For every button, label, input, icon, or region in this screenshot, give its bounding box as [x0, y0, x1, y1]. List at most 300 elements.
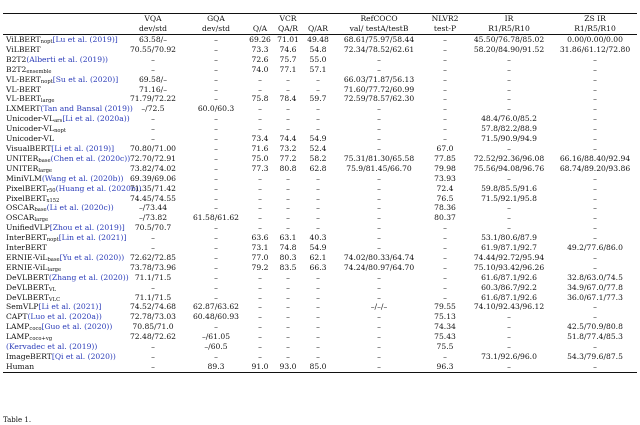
score-cell: 75.7	[279, 54, 297, 64]
score-cell: –	[443, 233, 447, 243]
score-cell: –/73.44	[138, 203, 168, 213]
model-variant: VLC	[48, 296, 61, 303]
score-cell: –	[286, 352, 290, 361]
score-cell: 70.80/71.00	[129, 143, 177, 153]
citation-link[interactable]: [Su et al. (2020)]	[52, 74, 119, 84]
citation-link[interactable]: [Li et al. (2019)]	[51, 143, 115, 153]
score-cell: 49.2/77.6/86.0	[567, 243, 623, 253]
table-row	[3, 94, 637, 104]
model-name-cell	[3, 302, 121, 312]
score-cell: 71.79/72.22	[129, 94, 177, 104]
score-cell: –	[593, 94, 597, 104]
score-cell: –	[443, 44, 447, 54]
score-cell: 78.4	[279, 94, 297, 104]
score-cell: 69.26	[249, 35, 271, 44]
score-cell: –	[593, 143, 597, 153]
score-cell: –/61.05	[201, 332, 231, 342]
score-cell: –	[214, 143, 218, 153]
score-cell: 66.03/71.87/56.13	[343, 74, 415, 84]
score-cell: 34.9/67.0/77.8	[567, 282, 623, 292]
score-cell: 74.34	[434, 322, 456, 332]
score-cell: –	[377, 361, 381, 371]
citation-link[interactable]: (Tan and Bansal (2019))	[40, 104, 133, 114]
score-cell: –	[214, 44, 218, 54]
score-cell: –	[593, 74, 597, 84]
score-cell: 69.39/69.06	[129, 173, 177, 183]
score-cell: –	[507, 312, 511, 322]
score-cell: –	[316, 272, 320, 282]
score-cell: –	[507, 104, 511, 114]
citation-link[interactable]: [Lin et al. (2021)]	[58, 233, 127, 243]
score-cell: –	[377, 104, 381, 114]
score-cell: 31.86/61.12/72.80	[559, 44, 631, 54]
score-cell: –	[316, 183, 320, 193]
citation-link[interactable]: (Huang et al. (2020b))	[55, 183, 142, 193]
score-cell: 79.98	[434, 163, 456, 173]
score-cell: 77.3	[251, 163, 269, 173]
score-cell: 57.8/82.2/88.9	[481, 124, 537, 134]
score-cell: –	[258, 104, 262, 114]
score-cell: –	[443, 292, 447, 302]
score-cell: –	[377, 332, 381, 342]
model-name: ERNIE-ViL	[6, 262, 48, 272]
model-name-cell	[3, 362, 121, 372]
score-cell: –	[214, 94, 218, 104]
score-cell: –	[593, 104, 597, 114]
score-cell: –	[214, 114, 218, 124]
score-cell: –	[214, 134, 218, 144]
score-cell: 70.85/71.0	[132, 322, 174, 332]
model-name: UNITER	[6, 163, 39, 173]
header-cell: VCR	[279, 14, 297, 23]
score-cell: 74.4	[279, 134, 297, 144]
model-variant: nopt	[54, 128, 66, 135]
score-cell: –	[593, 361, 597, 371]
model-name-cell	[3, 233, 127, 244]
header-cell: VQA	[144, 14, 162, 23]
score-cell: –	[286, 272, 290, 282]
score-cell: –	[258, 312, 262, 322]
score-cell: –	[377, 312, 381, 322]
model-name-cell	[3, 173, 124, 184]
citation-link[interactable]: (Luo et al. (2020a))	[27, 312, 102, 322]
score-cell: –	[214, 252, 218, 262]
table-row	[3, 352, 637, 362]
score-cell: –	[214, 153, 218, 163]
score-cell: –	[286, 312, 290, 322]
header-cell: RefCOCO	[360, 14, 398, 23]
table-body	[3, 35, 637, 373]
score-cell: 79.2	[251, 262, 269, 272]
header-cell: val/ testA/testB	[349, 24, 409, 33]
citation-link[interactable]: (Alberti et al. (2019))	[26, 54, 109, 64]
score-cell: 55.0	[309, 54, 327, 64]
model-variant: nopt	[40, 78, 53, 85]
score-cell: –	[377, 124, 381, 134]
table-row	[3, 144, 637, 154]
table-row	[3, 35, 637, 45]
score-cell: 62.1	[309, 252, 327, 262]
score-cell: –	[258, 352, 262, 361]
table-row	[3, 332, 637, 342]
table-row	[3, 114, 637, 124]
score-cell: –	[316, 223, 320, 233]
model-variant: r50	[46, 187, 56, 194]
model-name-cell	[3, 94, 121, 104]
header-row-1	[3, 14, 637, 25]
model-name-cell	[3, 194, 121, 204]
score-cell: –	[214, 74, 218, 84]
score-cell: –	[507, 203, 511, 213]
score-cell: –	[151, 233, 155, 243]
model-name: PixelBERT	[6, 193, 47, 203]
model-name: Human	[6, 361, 35, 371]
score-cell: 78.36	[434, 203, 456, 213]
model-name: VL-BERT	[6, 74, 41, 84]
score-cell: 72.62/72.85	[129, 252, 177, 262]
score-cell: –	[443, 114, 447, 124]
score-cell: 85.0	[309, 361, 327, 371]
score-cell: –	[286, 332, 290, 342]
score-cell: –	[258, 342, 262, 352]
score-cell: 74.44/92.72/95.94	[473, 252, 545, 262]
model-name: Unicoder-VL	[6, 134, 55, 144]
score-cell: –	[377, 64, 381, 74]
model-name: B2T2	[6, 54, 27, 64]
score-cell: 63.1	[279, 233, 297, 243]
model-name-cell	[3, 312, 121, 322]
score-cell: 71.35/71.42	[129, 183, 177, 193]
model-name: Unicoder-VL	[6, 114, 55, 124]
citation-link[interactable]: [Lu et al. (2019)]	[52, 35, 118, 44]
score-cell: 75.9/81.45/66.70	[346, 163, 412, 173]
score-cell: –	[443, 54, 447, 64]
score-cell: 93.0	[279, 361, 297, 371]
model-name-cell	[3, 223, 125, 233]
score-cell: 61.58/61.62	[192, 213, 240, 223]
score-cell: 73.2	[279, 143, 297, 153]
table-row	[3, 184, 637, 194]
citation-link[interactable]: (Wang et al. (2020b))	[41, 173, 124, 183]
score-cell: –	[377, 193, 381, 203]
score-cell: –	[593, 312, 597, 322]
score-cell: 74.24/80.97/64.70	[343, 262, 415, 272]
score-cell: –	[507, 143, 511, 153]
score-cell: –	[377, 173, 381, 183]
score-cell: –	[214, 322, 218, 332]
score-cell: 73.93	[434, 173, 456, 183]
score-cell: –	[316, 203, 320, 213]
score-cell: –	[507, 342, 511, 352]
table-row	[3, 174, 637, 184]
header-row-2	[3, 24, 637, 35]
score-cell: –	[258, 223, 262, 233]
table-row	[3, 194, 637, 204]
score-cell: 72.59/78.57/62.30	[343, 94, 415, 104]
header-cell: GQA	[207, 14, 225, 23]
model-name: DeVLBERT	[6, 292, 49, 302]
model-name-cell	[3, 104, 133, 114]
model-name: CAPT	[6, 312, 28, 322]
model-name: VL-BERT	[6, 84, 41, 94]
model-name: OSCAR	[6, 203, 35, 213]
model-variant: nopt	[40, 39, 53, 45]
score-cell: 54.3/79.6/87.5	[567, 352, 623, 361]
score-cell: 75.8	[251, 94, 269, 104]
score-cell: 71.1/71.5	[134, 292, 172, 302]
score-cell: 73.3	[251, 44, 269, 54]
score-cell: –	[258, 282, 262, 292]
score-cell: 58.20/84.90/91.52	[473, 44, 545, 54]
table-row	[3, 65, 637, 75]
score-cell: 68.74/89.20/93.86	[559, 163, 631, 173]
score-cell: –	[286, 193, 290, 203]
score-cell: –	[443, 223, 447, 233]
score-cell: 70.55/70.92	[129, 44, 177, 54]
model-name-cell	[3, 293, 121, 303]
score-cell: –	[377, 352, 381, 361]
score-cell: 74.02/80.33/64.74	[343, 252, 415, 262]
score-cell: –	[443, 262, 447, 272]
citation-link[interactable]: [Qi et al. (2020))	[51, 352, 116, 361]
score-cell: –	[214, 124, 218, 134]
table-row	[3, 45, 637, 55]
score-cell: –	[443, 252, 447, 262]
model-name: ViLBERT	[6, 35, 41, 44]
score-cell: –	[214, 243, 218, 253]
score-cell: –	[214, 233, 218, 243]
model-name-cell	[3, 263, 121, 273]
model-name: UNITER	[6, 153, 39, 163]
score-cell: –	[258, 322, 262, 332]
score-cell: –	[258, 124, 262, 134]
score-cell: 72.6	[251, 54, 269, 64]
score-cell: 66.16/88.40/92.94	[559, 153, 631, 163]
table-row	[3, 164, 637, 174]
score-cell: –	[443, 134, 447, 144]
score-cell: –	[316, 332, 320, 342]
score-cell: 75.0	[251, 153, 269, 163]
score-cell: –	[377, 54, 381, 64]
table-row	[3, 293, 637, 303]
model-name-cell	[3, 124, 121, 134]
model-variant: base	[34, 207, 47, 214]
score-cell: 74.6	[279, 44, 297, 54]
score-cell: –	[214, 262, 218, 272]
score-cell: –	[316, 193, 320, 203]
score-cell: 72.48/72.62	[129, 332, 177, 342]
score-cell: 59.7	[309, 94, 327, 104]
score-cell: 62.8	[309, 163, 327, 173]
score-cell: –	[593, 173, 597, 183]
score-cell: –	[214, 183, 218, 193]
score-cell: 54.9	[309, 243, 327, 253]
score-cell: –	[214, 203, 218, 213]
score-cell: 71.1/71.5	[134, 272, 172, 282]
model-name-cell	[3, 352, 121, 362]
model-name-cell	[3, 35, 121, 45]
score-cell: –/–/–	[370, 302, 388, 312]
score-cell: 72.4	[436, 183, 454, 193]
score-cell: –	[507, 213, 511, 223]
score-cell: –	[443, 74, 447, 84]
score-cell: –	[443, 35, 447, 44]
score-cell: –	[151, 342, 155, 352]
score-cell: –	[151, 352, 155, 361]
score-cell: 71.16/–	[138, 84, 168, 94]
score-cell: –	[593, 233, 597, 243]
citation-link[interactable]: [Zhou et al. (2019)]	[49, 223, 125, 233]
model-name: MiniVLM	[6, 173, 42, 183]
model-name: DeVLBERT	[6, 272, 49, 282]
score-cell: –	[258, 272, 262, 282]
header-cell	[3, 24, 121, 35]
score-cell: –/72.5	[141, 104, 165, 114]
model-name-cell	[3, 342, 121, 352]
model-variant: large	[40, 98, 55, 105]
model-name-cell	[3, 144, 121, 154]
citation-link[interactable]: (Li et al. (2020c))	[46, 203, 114, 213]
citation-link[interactable]: [Yu et al. (2020))	[59, 252, 125, 262]
score-cell: –	[593, 84, 597, 94]
score-cell: 51.8/77.4/85.3	[567, 332, 623, 342]
score-cell: –	[377, 272, 381, 282]
model-variant: VL	[48, 286, 57, 293]
score-cell: –	[507, 173, 511, 183]
score-cell: 79.55	[434, 302, 456, 312]
header-cell	[247, 14, 273, 25]
score-cell: 71.5/92.1/95.8	[481, 193, 537, 203]
model-name-cell	[3, 283, 121, 293]
model-variant: ensemble	[26, 68, 52, 75]
table-row	[3, 283, 637, 293]
score-cell: –	[214, 64, 218, 74]
header-cell: test-P	[433, 24, 457, 33]
model-name: ViLBERT	[6, 44, 41, 54]
model-variant: x152	[46, 197, 60, 204]
model-variant: coco+vg	[29, 336, 53, 343]
model-name: InterBERT	[6, 243, 47, 253]
header-cell	[3, 14, 121, 25]
score-cell: 80.37	[434, 213, 456, 223]
table-row	[3, 55, 637, 65]
score-cell: 75.13	[434, 312, 456, 322]
header-cell: IR	[504, 14, 514, 23]
score-cell: –	[507, 322, 511, 332]
table-row	[3, 154, 637, 164]
score-cell: –	[377, 233, 381, 243]
table-row	[3, 342, 637, 352]
score-cell: –	[214, 352, 218, 361]
model-variant: coco	[29, 326, 42, 333]
score-cell: 89.3	[207, 361, 225, 371]
score-cell: –	[377, 213, 381, 223]
score-cell: –	[593, 124, 597, 134]
score-cell: –	[316, 104, 320, 114]
citation-link[interactable]: [Guo et al. (2020))	[41, 322, 113, 332]
header-cell: Q/A	[252, 24, 268, 33]
citation-link[interactable]: [Li et al. (2021)]	[38, 302, 102, 312]
score-cell: –	[316, 74, 320, 84]
score-cell: 42.5/70.9/80.8	[567, 322, 623, 332]
score-cell: –	[593, 262, 597, 272]
score-cell: –	[214, 84, 218, 94]
score-cell: 71.60/77.72/60.99	[343, 84, 415, 94]
score-cell: –	[258, 74, 262, 84]
citation-link[interactable]: (Chen et al. (2020c))	[50, 153, 131, 163]
score-cell: –	[507, 54, 511, 64]
score-cell: –	[377, 342, 381, 352]
table-row	[3, 263, 637, 273]
model-variant: large	[38, 167, 52, 174]
score-cell: 52.4	[309, 143, 327, 153]
model-name-cell	[3, 322, 121, 332]
score-cell: 36.0/67.1/77.3	[567, 292, 623, 302]
score-cell: –	[316, 302, 320, 312]
score-cell: –	[377, 223, 381, 233]
table-row	[3, 362, 637, 372]
score-cell: 71.01	[277, 35, 299, 44]
score-cell: –	[286, 104, 290, 114]
score-cell: 91.0	[251, 361, 269, 371]
score-cell: –	[316, 173, 320, 183]
score-cell: 73.1	[251, 243, 269, 253]
table-caption: Table 1.	[3, 416, 32, 424]
score-cell: 62.87/63.62	[192, 302, 240, 312]
score-cell: 71.6	[251, 143, 269, 153]
model-variant: nopt	[46, 237, 59, 244]
score-cell: 61.9/87.1/92.7	[481, 243, 537, 253]
score-cell: –	[286, 322, 290, 332]
header-cell: Q/AR	[308, 24, 328, 33]
score-cell: 54.9	[309, 134, 327, 144]
model-name-cell	[3, 203, 121, 213]
score-cell: –	[316, 282, 320, 292]
table-row	[3, 124, 637, 134]
score-cell: –	[507, 223, 511, 233]
score-cell: 75.5	[436, 342, 454, 352]
score-cell: –	[258, 203, 262, 213]
score-cell: 53.1/80.6/87.9	[481, 233, 537, 243]
score-cell: –/73.82	[138, 213, 168, 223]
model-variant: large	[47, 266, 62, 273]
score-cell: –	[214, 35, 218, 44]
score-cell: –	[286, 84, 290, 94]
model-name-cell	[3, 164, 121, 174]
score-cell: –	[214, 272, 218, 282]
table-row	[3, 253, 637, 263]
citation-link[interactable]: (Kervadec et al. (2019))	[6, 342, 98, 352]
score-cell: –	[316, 312, 320, 322]
model-name: OSCAR	[6, 213, 35, 223]
score-cell: 75.31/81.30/65.58	[343, 153, 415, 163]
score-cell: –	[316, 213, 320, 223]
model-name: DeVLBERT	[6, 282, 49, 292]
score-cell: 68.61/75.97/58.44	[343, 35, 415, 44]
score-cell: –	[214, 193, 218, 203]
score-cell: –	[377, 134, 381, 144]
model-name: PixelBERT	[6, 183, 47, 193]
citation-link[interactable]: (Zhang et al. (2020))	[48, 272, 129, 282]
header-cell: NLVR2	[431, 14, 459, 23]
citation-link[interactable]: [Li et al. (2020a))	[62, 114, 130, 124]
score-cell: –	[214, 54, 218, 64]
score-cell: –	[593, 342, 597, 352]
score-cell: 80.3	[279, 252, 297, 262]
score-cell: –	[258, 213, 262, 223]
score-cell: 60.48/60.93	[192, 312, 240, 322]
score-cell: 73.82/74.02	[129, 163, 177, 173]
